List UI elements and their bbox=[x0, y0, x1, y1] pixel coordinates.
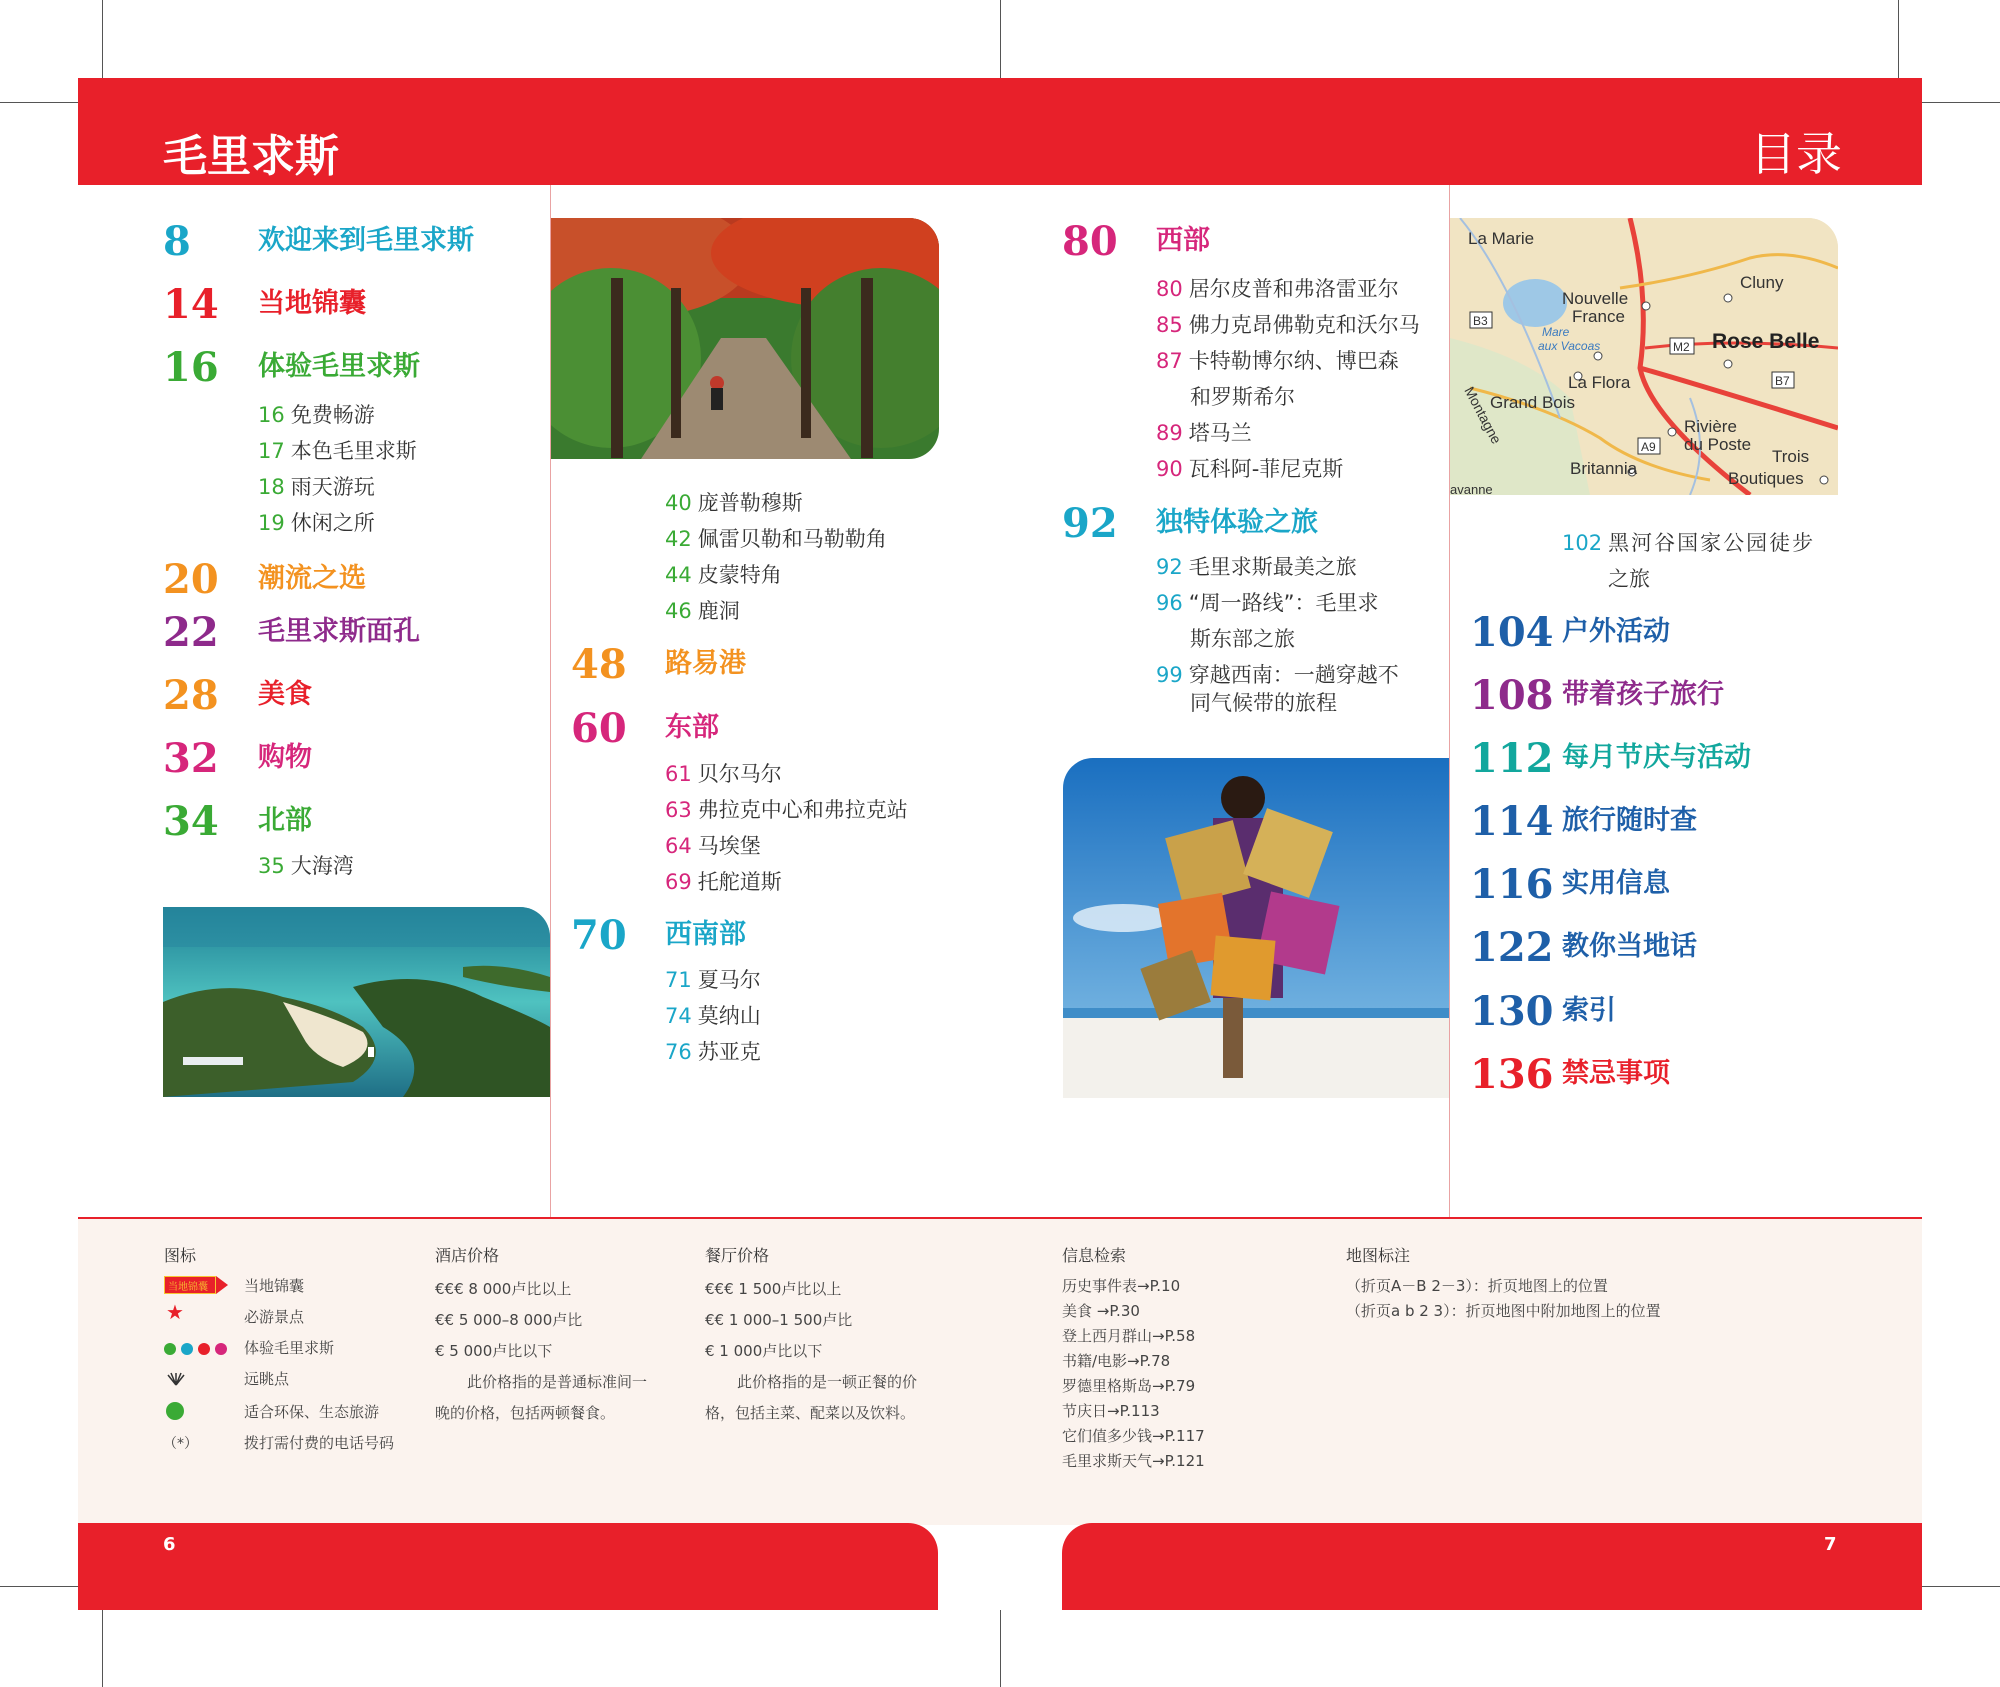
map-label: Rose Belle bbox=[1712, 330, 1820, 353]
toc-sub-number: 80 bbox=[1156, 277, 1183, 301]
toc-sub-label: 托舵道斯 bbox=[697, 870, 782, 894]
info-link[interactable]: 节庆日→P.113 bbox=[1062, 1402, 1160, 1420]
map-label: Rivière bbox=[1684, 417, 1737, 436]
toc-subentry[interactable] bbox=[665, 485, 803, 521]
map-road-label: M2 bbox=[1673, 340, 1690, 354]
map-label: Montagne bbox=[1461, 383, 1505, 447]
phone-paren-icon: （*） bbox=[163, 1436, 198, 1452]
local-tip-badge-icon bbox=[164, 1276, 228, 1294]
hotel-price-item: €€€ 8 000卢比以上 bbox=[435, 1280, 572, 1298]
toc-sub-label: 休闲之所 bbox=[290, 511, 375, 535]
toc-entry-label: 潮流之选 bbox=[258, 563, 366, 594]
toc-entry[interactable] bbox=[1470, 924, 1697, 971]
toc-entry[interactable] bbox=[163, 735, 312, 782]
map-label: Cluny bbox=[1740, 273, 1784, 292]
toc-subentry[interactable] bbox=[1156, 415, 1252, 451]
toc-sub-number: 96 bbox=[1156, 591, 1183, 615]
toc-entry[interactable] bbox=[1062, 218, 1210, 265]
mapnote-item: （折页A－B 2－3）：折页地图上的位置 bbox=[1346, 1277, 1608, 1295]
toc-page-number: 8 bbox=[163, 218, 191, 265]
toc-subentry[interactable] bbox=[258, 397, 375, 433]
crop-mark bbox=[0, 1586, 78, 1587]
crop-mark bbox=[1922, 1586, 2000, 1587]
toc-sub-number: 42 bbox=[665, 527, 692, 551]
legend-title: 地图标注 bbox=[1346, 1246, 1411, 1265]
toc-page-number: 108 bbox=[1470, 672, 1554, 719]
toc-sub-number: 71 bbox=[665, 968, 692, 992]
toc-sub-label: 本色毛里求斯 bbox=[290, 439, 417, 463]
toc-entry[interactable] bbox=[1470, 798, 1697, 845]
toc-subentry[interactable] bbox=[665, 521, 887, 557]
toc-sub-label: 马埃堡 bbox=[697, 834, 761, 858]
legend-title: 酒店价格 bbox=[435, 1246, 500, 1265]
toc-entry-label: 路易港 bbox=[665, 648, 746, 679]
toc-sub-number: 18 bbox=[258, 475, 285, 499]
toc-entry[interactable] bbox=[1470, 735, 1751, 782]
toc-page-number: 28 bbox=[163, 672, 219, 719]
toc-entry-label: 户外活动 bbox=[1562, 616, 1670, 647]
map-label: Boutiques bbox=[1728, 469, 1804, 488]
badge-label: 当地锦囊 bbox=[168, 1282, 208, 1293]
map-label: Britannia bbox=[1570, 459, 1638, 478]
toc-sub-number: 35 bbox=[258, 854, 285, 878]
toc-sub-label: 免费畅游 bbox=[290, 403, 375, 427]
toc-sub-number: 46 bbox=[665, 599, 692, 623]
toc-sub-label: 莫纳山 bbox=[697, 1004, 761, 1028]
toc-sub-label: “周一路线”：毛里求 bbox=[1188, 591, 1379, 615]
toc-sub-label: 卡特勒博尔纳、博巴森 bbox=[1188, 349, 1399, 373]
toc-entry-label: 每月节庆与活动 bbox=[1562, 742, 1751, 773]
toc-page-number: 16 bbox=[163, 344, 219, 391]
mapnote-item: （折页a b 2 3）：折页地图中附加地图上的位置 bbox=[1346, 1302, 1661, 1320]
toc-subentry[interactable] bbox=[258, 848, 354, 884]
info-link[interactable]: 美食 →P.30 bbox=[1062, 1302, 1140, 1320]
toc-subentry-cont bbox=[1190, 379, 1295, 415]
toc-entry-label: 毛里求斯面孔 bbox=[258, 616, 420, 647]
toc-sub-number: 87 bbox=[1156, 349, 1183, 373]
legend-icon-label: 远眺点 bbox=[244, 1370, 290, 1388]
map-label: France bbox=[1572, 307, 1625, 326]
page-number-left: 6 bbox=[163, 1534, 176, 1555]
toc-page-number: 34 bbox=[163, 798, 219, 845]
toc-sub-number: 102 bbox=[1562, 531, 1603, 555]
map-label: du Poste bbox=[1684, 435, 1752, 454]
toc-entry-label: 欢迎来到毛里求斯 bbox=[258, 225, 474, 256]
toc-subentry-cont bbox=[1190, 621, 1295, 657]
footer-band-left bbox=[78, 1523, 938, 1610]
toc-page-number: 92 bbox=[1062, 500, 1118, 547]
toc-subentry[interactable] bbox=[665, 998, 761, 1034]
info-link[interactable]: 登上西月群山→P.58 bbox=[1062, 1327, 1196, 1345]
map-road-label: B3 bbox=[1473, 314, 1488, 328]
toc-entry-label: 西南部 bbox=[665, 919, 746, 950]
toc-sub-label: 斯东部之旅 bbox=[1190, 627, 1295, 651]
toc-entry-label: 禁忌事项 bbox=[1562, 1058, 1670, 1089]
legend-icon-label: 体验毛里求斯 bbox=[244, 1339, 335, 1357]
legend-title: 信息检索 bbox=[1062, 1246, 1127, 1265]
toc-subentry-cont bbox=[1608, 561, 1650, 597]
restaurant-price-note: 此价格指的是一顿正餐的价 bbox=[737, 1373, 918, 1391]
header-band bbox=[78, 78, 1922, 185]
toc-sub-label: 塔马兰 bbox=[1188, 421, 1252, 445]
crop-mark bbox=[1000, 0, 1001, 78]
toc-entry-label: 实用信息 bbox=[1562, 868, 1670, 899]
toc-sub-number: 61 bbox=[665, 762, 692, 786]
toc-entry[interactable] bbox=[163, 344, 420, 391]
toc-sub-label: 和罗斯希尔 bbox=[1190, 385, 1295, 409]
viewpoint-icon bbox=[166, 1371, 186, 1392]
toc-sub-label: 苏亚克 bbox=[697, 1040, 761, 1064]
info-link[interactable]: 毛里求斯天气→P.121 bbox=[1062, 1452, 1205, 1470]
map-label: Grand Bois bbox=[1490, 393, 1576, 412]
toc-entry[interactable] bbox=[571, 912, 746, 959]
hotel-price-note: 此价格指的是普通标准间一 bbox=[467, 1373, 648, 1391]
legend-icon-label: 当地锦囊 bbox=[244, 1277, 305, 1295]
toc-entry-label: 索引 bbox=[1562, 995, 1616, 1026]
toc-sub-label: 鹿洞 bbox=[697, 599, 740, 623]
toc-sub-label: 佛力克昂佛勒克和沃尔马 bbox=[1188, 313, 1420, 337]
toc-sub-label: 贝尔马尔 bbox=[697, 762, 782, 786]
toc-entry-label: 独特体验之旅 bbox=[1156, 507, 1318, 538]
toc-page-number: 32 bbox=[163, 735, 219, 782]
eco-leaf-icon bbox=[166, 1402, 184, 1420]
crop-mark bbox=[1000, 1610, 1001, 1687]
toc-sub-label: 佩雷贝勒和马勒勒角 bbox=[697, 527, 887, 551]
toc-entry[interactable] bbox=[1470, 1051, 1670, 1098]
toc-entry-label: 西部 bbox=[1156, 225, 1210, 256]
toc-entry-label: 旅行随时查 bbox=[1562, 805, 1697, 836]
toc-subentry[interactable] bbox=[665, 864, 782, 900]
hotel-price-note: 晚的价格，包括两顿餐食。 bbox=[435, 1404, 616, 1422]
legend-title: 餐厅价格 bbox=[705, 1246, 770, 1265]
legend-icon-label: 适合环保、生态旅游 bbox=[244, 1403, 380, 1421]
page-title-right: 目录 bbox=[1750, 127, 1842, 181]
toc-sub-label: 之旅 bbox=[1608, 567, 1650, 591]
toc-subentry[interactable] bbox=[665, 756, 782, 792]
toc-page-number: 130 bbox=[1470, 988, 1554, 1035]
crop-mark bbox=[102, 0, 103, 78]
toc-sub-label: 毛里求斯最美之旅 bbox=[1188, 555, 1357, 579]
map-road-label: B7 bbox=[1775, 374, 1790, 388]
toc-subentry[interactable] bbox=[1562, 525, 1815, 561]
map-label: aux Vacoas bbox=[1538, 339, 1601, 353]
toc-entry[interactable] bbox=[571, 641, 746, 688]
toc-page-number: 112 bbox=[1470, 735, 1554, 782]
crop-mark bbox=[102, 1610, 103, 1687]
toc-subentry[interactable] bbox=[258, 505, 375, 541]
restaurant-price-note: 格，包括主菜、配菜以及饮料。 bbox=[705, 1404, 916, 1422]
toc-subentry[interactable] bbox=[1156, 271, 1399, 307]
toc-entry[interactable] bbox=[571, 705, 719, 752]
toc-subentry[interactable] bbox=[1156, 307, 1420, 343]
toc-entry[interactable] bbox=[1062, 500, 1318, 547]
map-label: Trois bbox=[1772, 447, 1810, 466]
map-label: avanne bbox=[1450, 482, 1493, 495]
toc-subentry-cont bbox=[1190, 685, 1337, 721]
toc-sub-number: 17 bbox=[258, 439, 285, 463]
map-road-label: A9 bbox=[1641, 440, 1656, 454]
map-label: La Flora bbox=[1568, 373, 1631, 392]
toc-sub-number: 74 bbox=[665, 1004, 692, 1028]
toc-sub-number: 19 bbox=[258, 511, 285, 535]
toc-subentry[interactable] bbox=[665, 828, 761, 864]
toc-entry[interactable] bbox=[163, 218, 474, 265]
lagoon-aerial-photo bbox=[163, 907, 550, 1097]
restaurant-price-item: €€ 1 000–1 500卢比 bbox=[705, 1311, 853, 1329]
toc-sub-label: 穿越西南：一趟穿越不 bbox=[1188, 663, 1399, 687]
toc-subentry[interactable] bbox=[1156, 585, 1379, 621]
toc-entry[interactable] bbox=[163, 556, 366, 603]
legend-mapnote bbox=[1346, 1243, 1661, 1324]
toc-page-number: 80 bbox=[1062, 218, 1118, 265]
toc-entry[interactable] bbox=[163, 281, 366, 328]
legend-info bbox=[1062, 1243, 1205, 1474]
toc-sub-number: 64 bbox=[665, 834, 692, 858]
toc-sub-number: 85 bbox=[1156, 313, 1183, 337]
toc-entry-label: 体验毛里求斯 bbox=[258, 351, 420, 382]
info-link[interactable]: 书籍/电影→P.78 bbox=[1062, 1352, 1171, 1370]
info-link[interactable]: 罗德里格斯岛→P.79 bbox=[1062, 1377, 1196, 1395]
tree-avenue-photo bbox=[551, 218, 939, 459]
toc-subentry[interactable] bbox=[665, 1034, 761, 1070]
toc-page-number: 60 bbox=[571, 705, 627, 752]
toc-sub-number: 63 bbox=[665, 798, 692, 822]
toc-subentry[interactable] bbox=[665, 593, 740, 629]
toc-entry[interactable] bbox=[1470, 672, 1724, 719]
toc-subentry[interactable] bbox=[1156, 549, 1357, 585]
crop-mark bbox=[1898, 0, 1899, 78]
toc-entry-label: 北部 bbox=[258, 805, 312, 836]
toc-sub-number: 99 bbox=[1156, 663, 1183, 687]
page-number-right: 7 bbox=[1824, 1534, 1837, 1555]
toc-page-number: 136 bbox=[1470, 1051, 1554, 1098]
toc-sub-number: 89 bbox=[1156, 421, 1183, 445]
basket-vendor-photo bbox=[1063, 758, 1449, 1098]
toc-page-number: 22 bbox=[163, 609, 219, 656]
restaurant-price-item: € 1 000卢比以下 bbox=[705, 1342, 823, 1360]
toc-subentry[interactable] bbox=[1156, 343, 1399, 379]
legend-icon-label: 必游景点 bbox=[244, 1308, 305, 1326]
location-map bbox=[1450, 218, 1838, 495]
toc-page-number: 104 bbox=[1470, 609, 1554, 656]
toc-subentry[interactable] bbox=[1156, 451, 1343, 487]
footer-band-right bbox=[1062, 1523, 1922, 1610]
info-link[interactable]: 历史事件表→P.10 bbox=[1062, 1277, 1181, 1295]
toc-page-number: 114 bbox=[1470, 798, 1554, 845]
toc-entry-label: 当地锦囊 bbox=[258, 288, 366, 319]
toc-sub-label: 雨天游玩 bbox=[290, 475, 375, 499]
toc-page-number: 14 bbox=[163, 281, 219, 328]
toc-sub-label: 黑河谷国家公园徒步 bbox=[1608, 531, 1816, 555]
toc-sub-number: 90 bbox=[1156, 457, 1183, 481]
info-link[interactable]: 它们值多少钱→P.117 bbox=[1062, 1427, 1205, 1445]
toc-subentry[interactable] bbox=[665, 962, 761, 998]
toc-page-number: 20 bbox=[163, 556, 219, 603]
toc-sub-label: 弗拉克中心和弗拉克站 bbox=[697, 798, 908, 822]
toc-subentry[interactable] bbox=[258, 469, 375, 505]
toc-sub-label: 大海湾 bbox=[290, 854, 354, 878]
map-label: Nouvelle bbox=[1562, 289, 1629, 308]
toc-subentry[interactable] bbox=[665, 557, 782, 593]
toc-subentry[interactable] bbox=[258, 433, 417, 469]
toc-page-number: 48 bbox=[571, 641, 627, 688]
toc-sub-number: 44 bbox=[665, 563, 692, 587]
toc-sub-label: 居尔皮普和弗洛雷亚尔 bbox=[1188, 277, 1399, 301]
toc-subentry[interactable] bbox=[665, 792, 908, 828]
toc-sub-label: 同气候带的旅程 bbox=[1190, 691, 1337, 715]
toc-sub-label: 庞普勒穆斯 bbox=[697, 491, 803, 515]
toc-entry-label: 带着孩子旅行 bbox=[1562, 679, 1724, 710]
toc-page-number: 116 bbox=[1470, 861, 1554, 908]
legend-hotel bbox=[435, 1243, 647, 1429]
toc-entry-label: 东部 bbox=[665, 712, 719, 743]
crop-mark bbox=[1922, 102, 2000, 103]
star-icon: ★ bbox=[166, 1300, 184, 1324]
toc-sub-label: 夏马尔 bbox=[697, 968, 761, 992]
legend-icon-label: 拨打需付费的电话号码 bbox=[244, 1434, 395, 1452]
toc-sub-number: 92 bbox=[1156, 555, 1183, 579]
map-label: La Marie bbox=[1468, 229, 1535, 248]
legend-restaurant bbox=[705, 1243, 917, 1429]
legend-icons bbox=[164, 1243, 196, 1274]
toc-entry[interactable] bbox=[1470, 861, 1670, 908]
toc-entry[interactable] bbox=[163, 609, 420, 656]
dots-icon bbox=[164, 1343, 230, 1357]
toc-sub-number: 69 bbox=[665, 870, 692, 894]
toc-page-number: 70 bbox=[571, 912, 627, 959]
page-title-left: 毛里求斯 bbox=[163, 131, 339, 182]
map-label: Mare bbox=[1542, 325, 1570, 339]
toc-entry[interactable] bbox=[163, 672, 312, 719]
toc-entry-label: 教你当地话 bbox=[1562, 931, 1697, 962]
toc-sub-label: 瓦科阿-菲尼克斯 bbox=[1188, 457, 1344, 481]
crop-mark bbox=[0, 102, 78, 103]
toc-entry-label: 购物 bbox=[258, 742, 312, 773]
toc-page-number: 122 bbox=[1470, 924, 1554, 971]
toc-entry[interactable] bbox=[1470, 988, 1616, 1035]
legend-title: 图标 bbox=[164, 1246, 197, 1265]
toc-sub-number: 16 bbox=[258, 403, 285, 427]
toc-entry[interactable] bbox=[1470, 609, 1670, 656]
toc-sub-number: 76 bbox=[665, 1040, 692, 1064]
toc-entry[interactable] bbox=[163, 798, 312, 845]
hotel-price-item: € 5 000卢比以下 bbox=[435, 1342, 553, 1360]
hotel-price-item: €€ 5 000–8 000卢比 bbox=[435, 1311, 583, 1329]
restaurant-price-item: €€€ 1 500卢比以上 bbox=[705, 1280, 842, 1298]
toc-sub-number: 40 bbox=[665, 491, 692, 515]
toc-entry-label: 美食 bbox=[258, 679, 312, 710]
toc-sub-label: 皮蒙特角 bbox=[697, 563, 782, 587]
